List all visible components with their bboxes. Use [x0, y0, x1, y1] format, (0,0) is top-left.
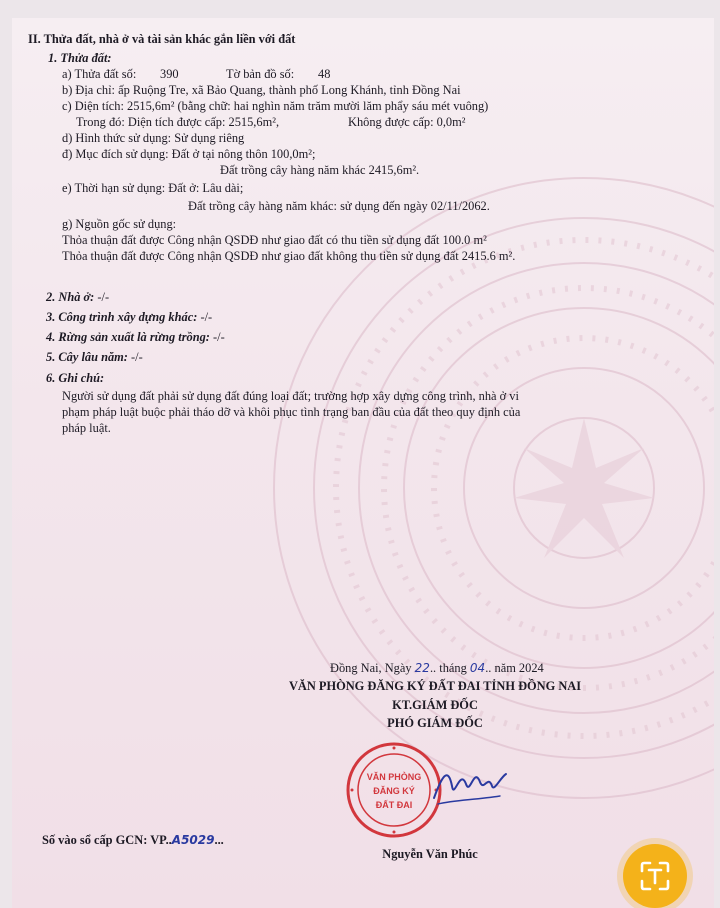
deputy-director: PHÓ GIÁM ĐỐC: [387, 716, 483, 730]
parcel-number-value: 390: [160, 67, 179, 81]
office-name: VĂN PHÒNG ĐĂNG KÝ ĐẤT ĐAI TỈNH ĐỒNG NAI: [288, 679, 582, 693]
certificate-page: [12, 18, 714, 908]
notes-heading: 6. Ghi chú:: [46, 371, 105, 385]
registry-number: A5029: [171, 833, 215, 847]
date-day: 22: [414, 661, 430, 675]
usage-origin-2: Thỏa thuận đất được Công nhận QSDĐ như giao đất không thu tiền sử dụng đất 2415.6 m².: [62, 249, 516, 263]
item-value: -/-: [131, 350, 143, 364]
item-value: -/-: [213, 330, 225, 344]
item-value: -/-: [97, 290, 110, 304]
item-label: 3. Công trình xây dựng khác:: [46, 310, 198, 324]
kt-director: KT.GIÁM ĐỐC: [392, 698, 478, 712]
official-seal-icon: [344, 740, 444, 840]
notes-line-1: Người sử dụng đất phải sử dụng đất đúng loại đất; trường hợp xây dựng công trình, nhà ở vi: [62, 389, 519, 403]
date-prefix: Đồng Nai, Ngày: [330, 661, 412, 675]
item-value: -/-: [200, 310, 213, 324]
notes-line-2: phạm pháp luật buộc phải tháo dỡ và khôi phục tình trạng ban đầu của đất theo quy định của: [62, 405, 521, 419]
scan-text-badge[interactable]: [623, 844, 687, 908]
registry-suffix: ...: [214, 833, 224, 847]
signer-name: Nguyễn Văn Phúc: [382, 847, 478, 861]
seal-text-3: ĐẤT ĐAI: [375, 800, 413, 810]
signing-date: Đồng Nai, Ngày 22.. tháng 04.. năm 2024: [330, 661, 544, 675]
registry-label: Số vào sổ cấp GCN: VP..: [42, 833, 172, 847]
area-not-granted: Không được cấp: 0,0m²: [348, 115, 466, 129]
area-granted: Trong đó: Diện tích được cấp: 2515,6m²,: [76, 115, 280, 129]
usage-origin-1: Thỏa thuận đất được Công nhận QSDĐ như giao đất có thu tiền sử dụng đất 100.0 m²: [62, 233, 487, 247]
item-label: 2. Nhà ở:: [46, 290, 95, 304]
notes-line-3: pháp luật.: [62, 421, 111, 435]
date-month-label: tháng: [439, 661, 467, 675]
scan-text-icon: [639, 860, 671, 892]
map-sheet-value: 48: [318, 67, 331, 81]
usage-purpose-2: Đất trồng cây hàng năm khác 2415,6m².: [220, 163, 420, 177]
usage-origin: g) Nguồn gốc sử dụng:: [62, 217, 177, 231]
usage-term: e) Thời hạn sử dụng: Đất ở: Lâu dài;: [62, 181, 244, 195]
map-sheet-label: Tờ bản đồ số:: [226, 67, 295, 81]
usage-purpose: đ) Mục đích sử dụng: Đất ở tại nông thôn 100,0m²;: [62, 147, 316, 161]
item-perennial-trees: [46, 350, 143, 365]
date-month: 04: [469, 661, 486, 675]
registry-line: [42, 833, 224, 848]
date-year: năm 2024: [494, 661, 544, 675]
item-other-construction: [46, 310, 212, 325]
item-label: 4. Rừng sản xuất là rừng trồng:: [46, 330, 210, 344]
usage-term-2: Đất trồng cây hàng năm khác: sử dụng đến ngày 02/11/2062.: [188, 199, 490, 213]
land-heading: 1. Thửa đất:: [48, 51, 112, 65]
usage-form: d) Hình thức sử dụng: Sử dụng riêng: [62, 131, 245, 145]
address-line: b) Địa chỉ: ấp Ruộng Tre, xã Bảo Quang, thành phố Long Khánh, tỉnh Đồng Nai: [62, 83, 461, 97]
item-planted-forest: [46, 330, 225, 345]
area-line: c) Diện tích: 2515,6m² (bằng chữ: hai nghìn năm trăm mười lăm phẩy sáu mét vuông): [62, 99, 489, 113]
seal-text-2: ĐĂNG KÝ: [373, 786, 415, 796]
item-house: [46, 290, 109, 305]
section-title: II. Thửa đất, nhà ở và tài sản khác gắn liền với đất: [28, 32, 296, 46]
seal-text-1: VĂN PHÒNG: [366, 772, 422, 782]
item-label: 5. Cây lâu năm:: [46, 350, 128, 364]
parcel-number-label: a) Thửa đất số:: [62, 67, 137, 81]
signature-icon: [430, 756, 510, 816]
